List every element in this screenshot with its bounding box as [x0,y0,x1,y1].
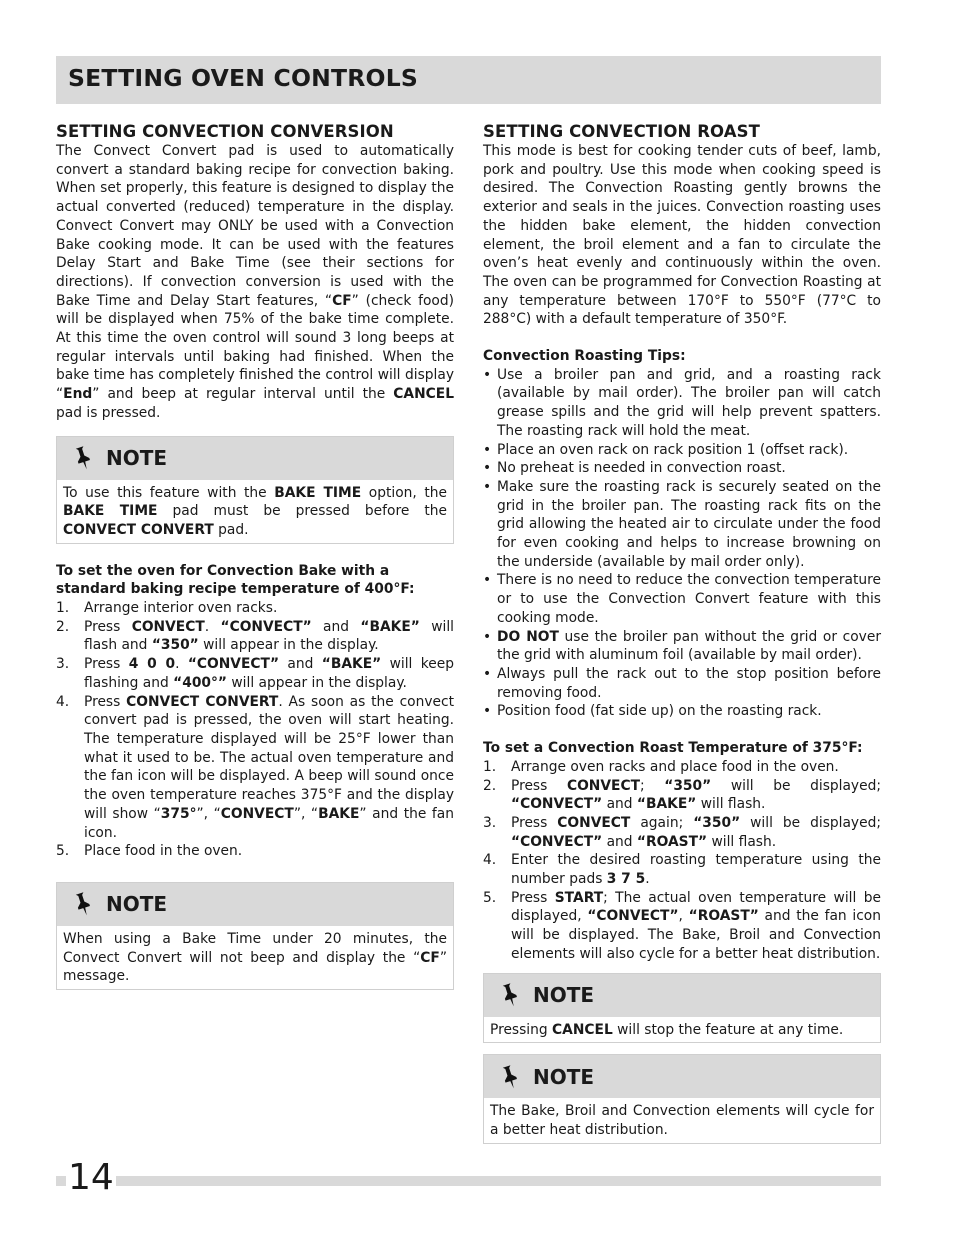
bullet: • [483,478,492,495]
text-run: will appear in the display. [227,674,407,691]
step-item [56,693,454,843]
step-number: 5. [483,889,497,906]
bold-text: CONVECT [220,805,294,822]
note-header [484,1055,880,1098]
bold-text: 375° [160,805,197,822]
tip-item [483,478,881,572]
bold-text: CANCEL [393,386,454,403]
tip-item [483,441,881,460]
bold-text: CANCEL [552,1021,613,1038]
convection-roast-intro: This mode is best for cooking tender cuts of beef, lamb, pork and poultry. Use this mode when cooking speed is desired. The Convection Roasting gently browns the exterior and seals in the juices. Convection roasting uses the hidden bake element, the hidden convection element, the broil element and a fan to circulate the oven’s heat evenly and continuously within the oven. The oven can be programmed for Convection Roasting at any temperature between 170°F to 550°F (77°C to 288°C) with a default temperature of 350°F. [483,143,881,328]
text-run: ” message. [63,949,447,985]
text-run: Press [511,814,558,831]
text-run: Place an oven rack on rack position 1 (offset rack). [497,441,849,458]
note-text [57,926,453,989]
pushpin-icon [73,891,93,917]
text-run: Arrange oven racks and place food in the oven. [511,758,839,775]
text-run: ”, “ [293,805,319,822]
step-number: 4. [483,852,497,869]
text-run: will stop the feature at any time. [612,1021,844,1038]
step-item [483,889,881,964]
title-bar [56,56,881,104]
roasting-tips-list [483,366,881,721]
step-number: 1. [56,600,70,617]
text-run: use the broiler pan without the grid or cover the grid with aluminum foil (available by mail order). [497,628,881,664]
text-run: Place food in the oven. [84,843,243,860]
text-run: To use this feature with the [63,484,275,501]
bold-text: BAKE TIME [63,503,158,520]
step-number: 1. [483,758,497,775]
note-label: NOTE [106,892,168,917]
convection-conversion-intro [56,142,454,423]
note-box [483,973,881,1044]
text-run: will flash. [696,796,766,813]
tip-item [483,571,881,627]
step-number: 4. [56,693,70,710]
note-header [57,437,453,480]
bold-text: “CONVECT” [220,618,312,635]
bold-text: “CONVECT” [511,833,603,850]
bullet: • [483,703,492,720]
text-run: Press [84,618,132,635]
convection-conversion-heading: SETTING CONVECTION CONVERSION [56,122,394,141]
step-item [483,814,881,851]
bold-text: CONVECT [131,618,205,635]
step-number: 5. [56,843,70,860]
text-run: pad is pressed. [56,404,161,421]
text-run: Pressing [490,1021,553,1038]
step-item [56,599,454,618]
note-header [57,883,453,926]
bullet: • [483,628,492,645]
text-run: . [645,871,650,888]
tip-item [483,459,881,478]
text-run: Press [511,889,555,906]
bold-text: START [554,889,604,906]
step-item [483,777,881,814]
bold-text: CONVECT CONVERT [126,693,279,710]
text-run: When using a Bake Time under 20 minutes, the Convect Convert will not beep and display the “ [63,930,447,966]
step-item [56,655,454,692]
text-run: Arrange interior oven racks. [84,600,278,617]
step-item [483,851,881,888]
bold-text: “BAKE” [321,656,382,673]
text-run: will flash. [707,833,777,850]
note-label: NOTE [533,983,595,1008]
bold-text: CF [332,292,352,309]
text-run: . [204,618,221,635]
bold-text: “BAKE” [360,618,420,635]
bold-text: “400°” [173,674,227,691]
tip-item [483,366,881,441]
note-text [484,1017,880,1043]
text-run: pad must be pressed before the [157,503,447,520]
bold-text: CONVECT [557,814,631,831]
roasting-tips-heading: Convection Roasting Tips: [483,348,686,365]
bold-text: “CONVECT” [511,796,603,813]
note-label: NOTE [533,1064,595,1089]
bold-text: End [63,386,93,403]
bold-text: BAKE [318,805,360,822]
text-run: and [602,833,637,850]
bold-text: “BAKE” [636,796,697,813]
bold-text: CONVECT CONVERT [63,521,214,538]
text-run: Press [84,656,129,673]
text-run: There is no need to reduce the convection temperature or to use the Convection Convert feature with this cooking mode. [497,572,881,626]
footer-bar [56,1176,881,1186]
bold-text: “ROAST” [636,833,708,850]
text-run: Always pull the rack out to the stop position before removing food. [497,665,881,701]
text-run: again; [630,814,694,831]
text-run: No preheat is needed in convection roast. [497,460,786,477]
bullet: • [483,460,492,477]
step-number: 3. [56,656,70,673]
text-run: and the fan icon will be displayed. The Bake, Broil and Convection elements will also cycle for a better heat distribution. [511,908,881,962]
pushpin-icon [500,1064,520,1090]
bold-text: “ROAST” [688,908,759,925]
text-run: , [678,908,689,925]
text-run: pad. [213,521,249,538]
text-run: . [175,656,188,673]
text-run: Position food (fat side up) on the roasting rack. [497,703,822,720]
pushpin-icon [500,982,520,1008]
bullet: • [483,665,492,682]
note-text [484,1098,880,1142]
tip-item [483,665,881,702]
step-item [56,618,454,655]
text-run: will be displayed; [740,814,881,831]
convection-bake-steps [56,599,454,861]
note-box [56,436,454,544]
text-run: ; The actual oven temperature will be displayed, [511,889,881,925]
text-run: will be displayed; [711,777,881,794]
text-run: . As soon as the convect convert pad is pressed, the oven will start heating. The temperature displayed will be 25°F lower than what it used to be. The actual oven temperature and the fan icon will be displayed. A beep will sound once the oven temperature reaches 375°F and the display will show “ [84,693,454,822]
convection-bake-steps-heading: To set the oven for Convection Bake with a standard baking recipe temperature of 400°F: [56,562,415,598]
step-item [56,842,454,861]
page-number: 14 [68,1157,114,1198]
bold-text: BAKE TIME [274,484,362,501]
bold-text: CONVECT [566,777,640,794]
text-run: The Bake, Broil and Convection elements will cycle for a better heat distribution. [490,1103,874,1138]
convection-roast-steps [483,758,881,964]
tip-item [483,628,881,665]
convection-roast-heading: SETTING CONVECTION ROAST [483,122,760,141]
text-run: will flash and [84,618,454,654]
right-column [483,122,881,1144]
bold-text: “CONVECT” [187,656,280,673]
step-number: 3. [483,814,497,831]
note-box [483,1054,881,1143]
text-run: ” and the fan icon. [84,805,454,841]
text-run: Use a broiler pan and grid, and a roasting rack (available by mail order). The broiler pan will catch grease spills and the grid will help prevent spatters. The roasting rack will hold the meat. [497,366,881,439]
bold-text: DO NOT [497,628,559,645]
text-run: The Convect Convert pad is used to automatically convert a standard baking recipe for convection baking. When set properly, this feature is designed to display the actual converted (reduced) temperature in the display. Convect Convert may ONLY be used with a Convection Bake cooking mode. It can be used with the features Delay Start and Bake Time (see their sections for directions). If convection conversion is used with the Bake Time and Delay Start features, “ [56,143,454,309]
text-run: ”, “ [196,805,221,822]
note-box [56,882,454,990]
text-run: option, the [361,484,447,501]
bold-text: “350” [693,814,741,831]
text-run: ” and beep at regular interval until the [92,386,394,403]
text-run: Enter the desired roasting temperature using the number pads [511,852,881,888]
step-number: 2. [483,777,497,794]
bold-text: “CONVECT” [587,908,679,925]
page-title: SETTING OVEN CONTROLS [68,64,418,92]
left-column [56,122,454,990]
tip-item [483,702,881,721]
pushpin-icon [73,445,93,471]
text-run: and [279,656,322,673]
text-run: will appear in the display. [198,637,379,654]
text-run: ; [639,777,665,794]
text-run: Press [511,777,567,794]
bold-text: 3 7 5 [606,871,646,888]
text-run: Press [84,693,127,710]
bullet: • [483,366,492,383]
text-run: and [311,618,361,635]
bold-text: “350” [664,777,712,794]
note-text [57,480,453,543]
convection-roast-steps-heading: To set a Convection Roast Temperature of 375°F: [483,740,863,757]
bullet: • [483,441,492,458]
text-run: Make sure the roasting rack is securely seated on the grid in the broiler pan. The roasting rack fits on the grid allowing the heated air to circulate under the food for even cooking and helps to increase browning on the underside (available by mail order only). [497,478,881,570]
text-run: ” (check food) will be displayed when 75% of the bake time complete. At this time the oven control will sound 3 long beeps at regular intervals until baking had finished. When the bake time has completely finished the control will display “ [56,292,454,403]
step-number: 2. [56,618,70,635]
bold-text: “350” [151,637,199,654]
note-header [484,974,880,1017]
text-run: and [602,796,637,813]
text-run: will keep flashing and [84,656,454,691]
bullet: • [483,572,492,589]
bold-text: CF [420,949,440,966]
bold-text: 4 0 0 [128,656,176,673]
note-label: NOTE [106,446,168,471]
step-item [483,758,881,777]
